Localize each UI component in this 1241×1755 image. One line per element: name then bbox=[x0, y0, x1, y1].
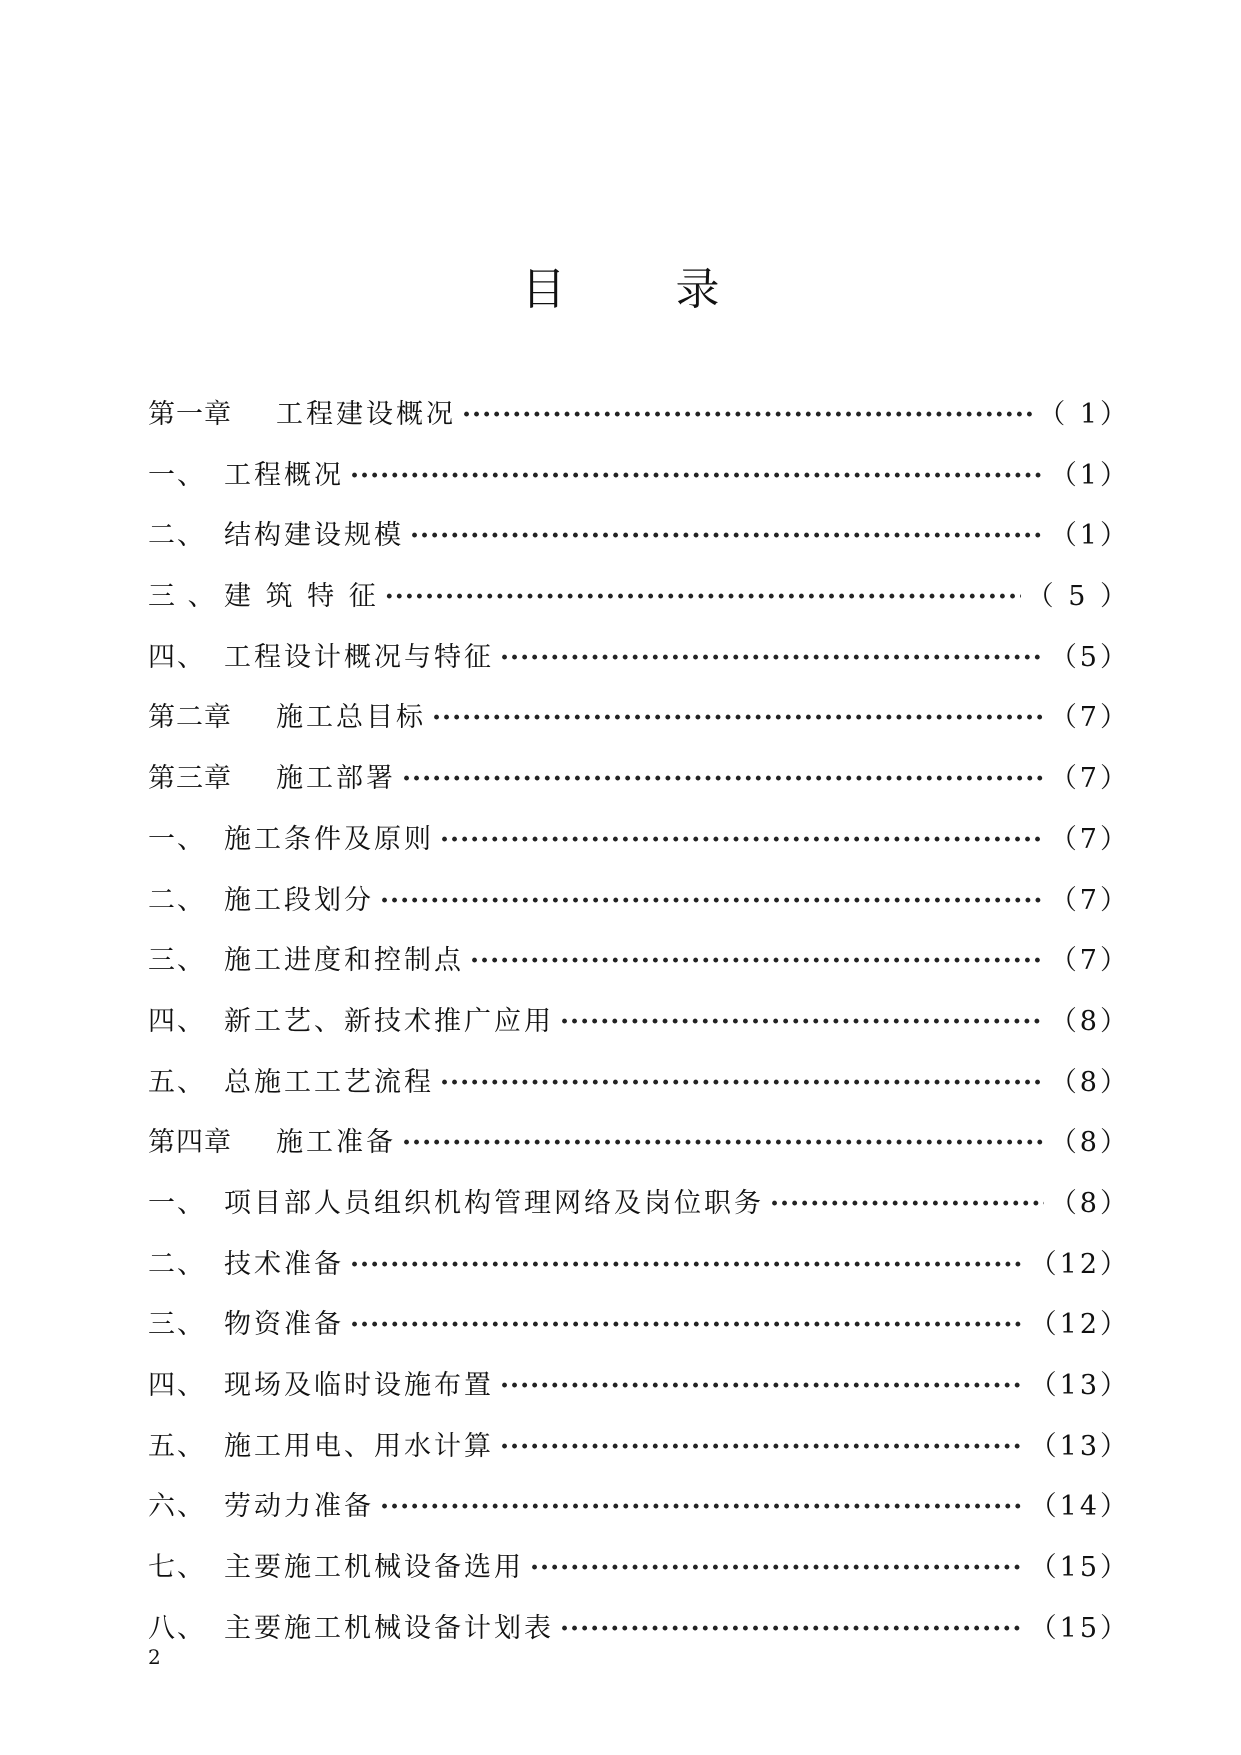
toc-chapter-entry[interactable] bbox=[148, 700, 1130, 761]
toc-entry-page: （12） bbox=[1029, 1248, 1130, 1280]
toc-entry-page: （1） bbox=[1049, 459, 1130, 491]
toc-chapter-entry[interactable] bbox=[148, 1125, 1130, 1186]
toc-dot-leader bbox=[350, 1247, 1024, 1283]
title-char-1: 目 bbox=[521, 264, 566, 315]
toc-entry-page: （8） bbox=[1049, 1005, 1130, 1037]
toc-entry-number: 七、 bbox=[148, 1552, 206, 1584]
toc-entry-page: （8） bbox=[1049, 1127, 1130, 1159]
toc-entry-title: 工程设计概况与特征 bbox=[224, 641, 494, 673]
toc-entry-title: 施工段划分 bbox=[224, 884, 374, 916]
toc-dot-leader bbox=[560, 1004, 1044, 1040]
toc-section-entry[interactable] bbox=[148, 1611, 1130, 1672]
toc-entry-page: （13） bbox=[1029, 1370, 1130, 1401]
toc-entry-title: 施工准备 bbox=[276, 1127, 396, 1159]
toc-entry-title: 结构建设规模 bbox=[224, 520, 404, 552]
toc-entry-page: （13） bbox=[1029, 1430, 1130, 1462]
toc-entry-number: 一、 bbox=[148, 459, 206, 491]
toc-entry-page: （12） bbox=[1029, 1309, 1130, 1341]
toc-entry-title: 施工部署 bbox=[276, 763, 396, 795]
toc-entry-number: 二、 bbox=[148, 884, 206, 916]
toc-section-entry[interactable] bbox=[148, 1004, 1130, 1065]
toc-entry-title: 总施工工艺流程 bbox=[224, 1066, 434, 1098]
toc-dot-leader bbox=[462, 397, 1032, 433]
toc-entry-number: 第三章 bbox=[148, 763, 232, 795]
toc-entry-number: 四、 bbox=[148, 1370, 206, 1401]
toc-entry-number: 六、 bbox=[148, 1491, 206, 1523]
toc-dot-leader bbox=[500, 640, 1044, 676]
toc-dot-leader bbox=[402, 1125, 1044, 1161]
toc-dot-leader bbox=[402, 761, 1044, 797]
toc-entry-page: （ 5 ） bbox=[1026, 581, 1130, 613]
toc-section-entry[interactable] bbox=[148, 1065, 1130, 1126]
toc-entry-number: 八、 bbox=[148, 1612, 206, 1644]
toc-entry-number: 三 、 bbox=[148, 581, 217, 613]
toc-entry-number: 一、 bbox=[148, 1187, 206, 1219]
toc-entry-page: （7） bbox=[1049, 945, 1130, 977]
toc-entry-number: 第四章 bbox=[148, 1127, 232, 1159]
toc-section-entry[interactable] bbox=[148, 518, 1130, 579]
table-of-contents bbox=[148, 397, 1130, 1671]
toc-dot-leader bbox=[385, 579, 1021, 615]
toc-section-entry[interactable] bbox=[148, 579, 1130, 640]
toc-entry-title: 工程概况 bbox=[224, 459, 344, 491]
toc-section-entry[interactable] bbox=[148, 1429, 1130, 1490]
toc-entry-page: （ 1） bbox=[1038, 399, 1130, 430]
toc-dot-leader bbox=[440, 822, 1044, 858]
toc-section-entry[interactable] bbox=[148, 1186, 1130, 1247]
toc-entry-number: 三、 bbox=[148, 1309, 206, 1341]
toc-dot-leader bbox=[500, 1368, 1024, 1404]
page-number: 2 bbox=[148, 1645, 161, 1669]
toc-section-entry[interactable] bbox=[148, 1368, 1130, 1429]
toc-entry-number: 第一章 bbox=[148, 399, 232, 430]
toc-dot-leader bbox=[350, 1307, 1024, 1343]
toc-entry-number: 二、 bbox=[148, 1248, 206, 1280]
toc-entry-page: （7） bbox=[1049, 702, 1130, 734]
toc-dot-leader bbox=[500, 1429, 1024, 1465]
toc-section-entry[interactable] bbox=[148, 883, 1130, 944]
toc-entry-page: （5） bbox=[1049, 641, 1130, 673]
toc-dot-leader bbox=[350, 458, 1044, 494]
page-title bbox=[0, 262, 1241, 318]
toc-dot-leader bbox=[410, 518, 1044, 554]
toc-dot-leader bbox=[530, 1550, 1024, 1586]
toc-entry-title: 新工艺、新技术推广应用 bbox=[224, 1005, 554, 1037]
toc-entry-page: （7） bbox=[1049, 763, 1130, 795]
toc-entry-title: 物资准备 bbox=[224, 1309, 344, 1341]
toc-entry-number: 四、 bbox=[148, 1005, 206, 1037]
toc-section-entry[interactable] bbox=[148, 1307, 1130, 1368]
toc-entry-number: 四、 bbox=[148, 641, 206, 673]
toc-entry-number: 五、 bbox=[148, 1430, 206, 1462]
toc-entry-page: （1） bbox=[1049, 520, 1130, 552]
toc-entry-number: 五、 bbox=[148, 1066, 206, 1098]
toc-entry-title: 主要施工机械设备计划表 bbox=[224, 1612, 554, 1644]
toc-entry-page: （8） bbox=[1049, 1066, 1130, 1098]
toc-dot-leader bbox=[770, 1186, 1044, 1222]
toc-dot-leader bbox=[440, 1065, 1044, 1101]
toc-entry-title: 施工进度和控制点 bbox=[224, 945, 464, 977]
toc-entry-title: 施工条件及原则 bbox=[224, 823, 434, 855]
toc-entry-page: （8） bbox=[1049, 1187, 1130, 1219]
toc-chapter-entry[interactable] bbox=[148, 397, 1130, 458]
toc-chapter-entry[interactable] bbox=[148, 761, 1130, 822]
toc-section-entry[interactable] bbox=[148, 822, 1130, 883]
toc-entry-number: 二、 bbox=[148, 520, 206, 552]
toc-dot-leader bbox=[380, 1489, 1024, 1525]
toc-section-entry[interactable] bbox=[148, 640, 1130, 701]
toc-entry-page: （7） bbox=[1049, 884, 1130, 916]
toc-section-entry[interactable] bbox=[148, 1247, 1130, 1308]
toc-section-entry[interactable] bbox=[148, 1489, 1130, 1550]
toc-dot-leader bbox=[380, 883, 1044, 919]
toc-entry-page: （15） bbox=[1029, 1612, 1130, 1644]
toc-entry-number: 一、 bbox=[148, 823, 206, 855]
toc-entry-title: 主要施工机械设备选用 bbox=[224, 1552, 524, 1584]
toc-entry-title: 劳动力准备 bbox=[224, 1491, 374, 1523]
toc-entry-title: 现场及临时设施布置 bbox=[224, 1370, 494, 1401]
toc-entry-page: （7） bbox=[1049, 823, 1130, 855]
toc-entry-title: 建 筑 特 征 bbox=[224, 581, 379, 613]
toc-entry-number: 三、 bbox=[148, 945, 206, 977]
toc-entry-page: （15） bbox=[1029, 1552, 1130, 1584]
toc-entry-page: （14） bbox=[1029, 1491, 1130, 1523]
toc-dot-leader bbox=[470, 943, 1044, 979]
toc-entry-title: 项目部人员组织机构管理网络及岗位职务 bbox=[224, 1187, 764, 1219]
toc-entry-title: 施工总目标 bbox=[276, 702, 426, 734]
toc-entry-title: 施工用电、用水计算 bbox=[224, 1430, 494, 1462]
toc-dot-leader bbox=[560, 1611, 1024, 1647]
toc-section-entry[interactable] bbox=[148, 458, 1130, 519]
toc-section-entry[interactable] bbox=[148, 943, 1130, 1004]
toc-entry-title: 工程建设概况 bbox=[276, 399, 456, 430]
toc-section-entry[interactable] bbox=[148, 1550, 1130, 1611]
toc-entry-title: 技术准备 bbox=[224, 1248, 344, 1280]
toc-entry-number: 第二章 bbox=[148, 702, 232, 734]
toc-dot-leader bbox=[432, 700, 1044, 736]
title-char-2: 录 bbox=[675, 264, 720, 315]
